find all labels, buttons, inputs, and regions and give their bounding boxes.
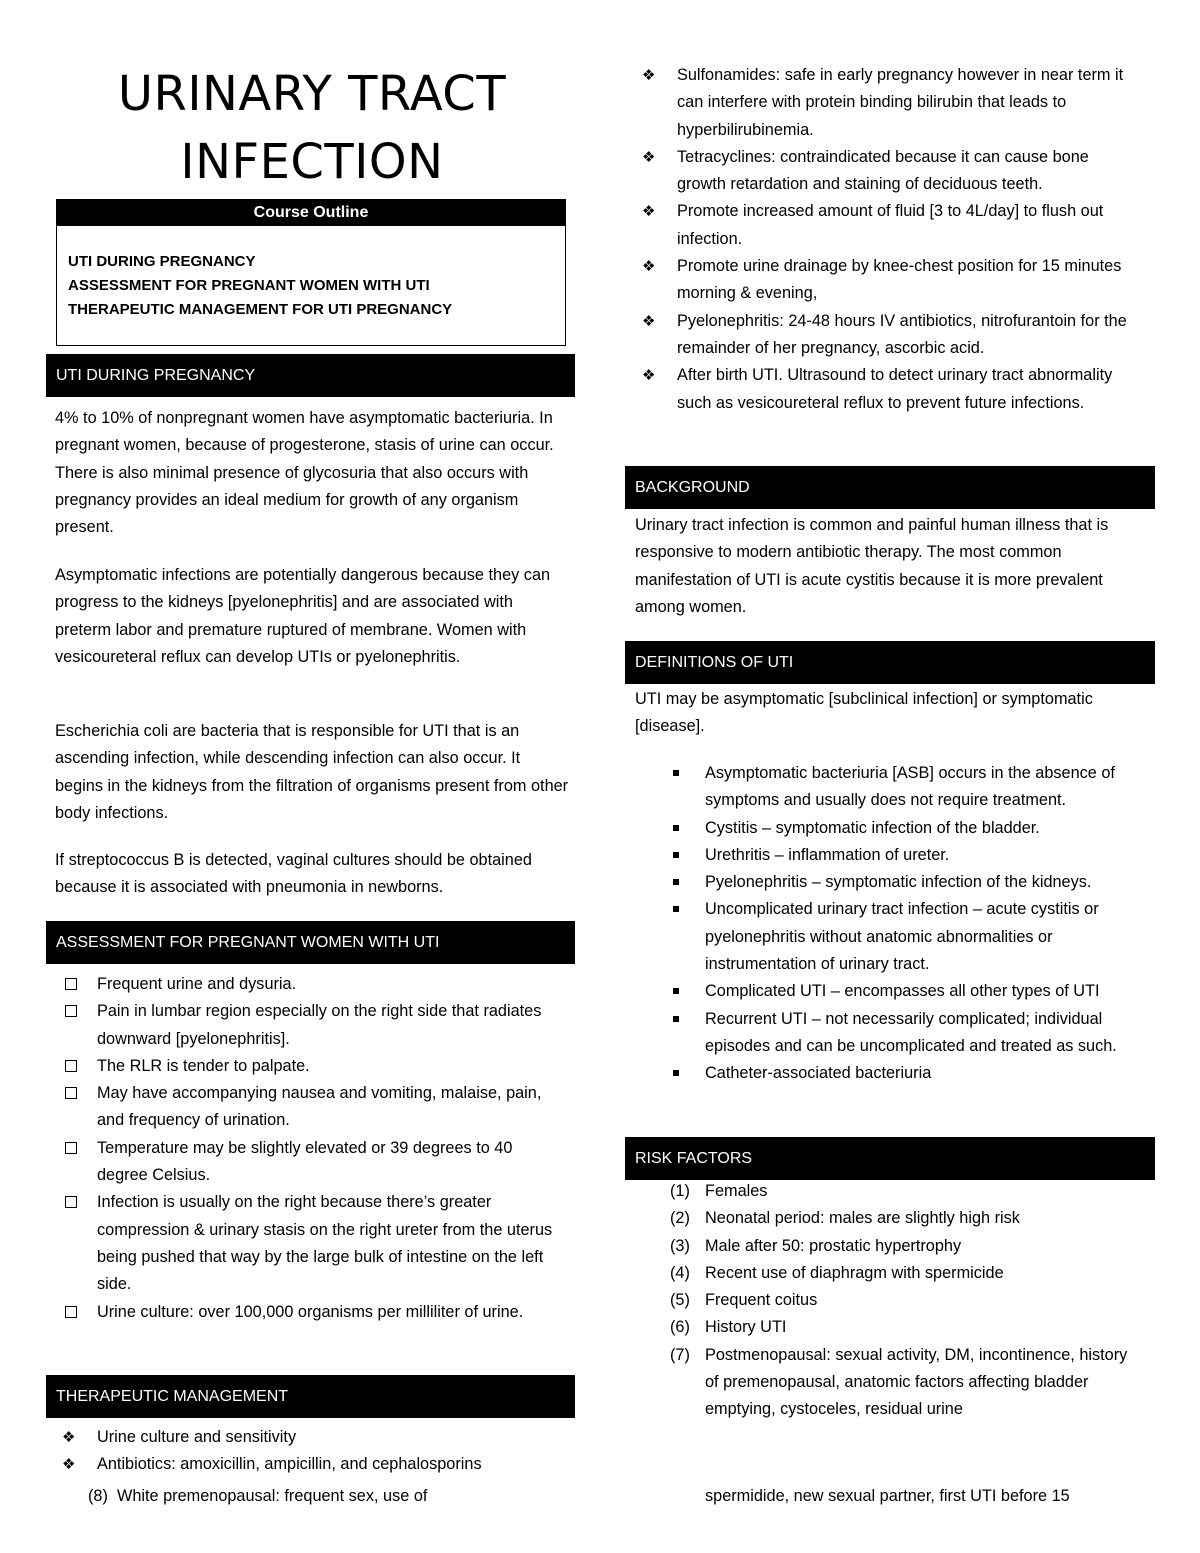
list-item (625, 815, 1150, 842)
list-item (625, 62, 1135, 144)
list-item-text: Asymptomatic bacteriuria [ASB] occurs in the absence of symptoms and usually does not require treatment. (705, 764, 1115, 810)
list-item-text: Promote urine drainage by knee-chest position for 15 minutes morning & evening, (677, 257, 1122, 303)
section-heading-assessment: ASSESSMENT FOR PREGNANT WOMEN WITH UTI (46, 921, 575, 964)
checkbox-bullet-icon (65, 978, 77, 990)
list-item-text: Pyelonephritis – symptomatic infection of the kidneys. (705, 873, 1092, 892)
list-item (625, 1060, 1150, 1087)
square-bullet-icon (673, 825, 679, 831)
list-item (625, 869, 1150, 896)
square-bullet-icon (673, 988, 679, 994)
diamond-bullet-icon: ❖ (642, 67, 656, 84)
paragraph: Escherichia coli are bacteria that is responsible for UTI that is an ascending infection, while descending infection can also occur. It begins in the kidneys from the filtration of organisms present from other body infections. (55, 722, 569, 822)
list-item-text: History UTI (705, 1318, 787, 1337)
diamond-bullet-icon: ❖ (642, 258, 656, 276)
list-item-text: Urethritis – inflammation of ureter. (705, 845, 950, 864)
list-item-text: The RLR is tender to palpate. (97, 1056, 310, 1075)
list-item-text: Catheter-associated bacteriuria (705, 1064, 932, 1083)
list-number: (4) (670, 1263, 690, 1282)
checkbox-bullet-icon (65, 1306, 77, 1318)
footer-left-number: (8) (88, 1487, 108, 1505)
list-item (45, 998, 560, 1053)
course-outline-heading: Course Outline (57, 200, 565, 226)
checkbox-bullet-icon (65, 1005, 77, 1017)
list-item (45, 1189, 560, 1298)
list-item (45, 1299, 560, 1326)
list-item-text: Temperature may be slightly elevated or 39 degrees to 40 degree Celsius. (97, 1138, 513, 1185)
list-item (45, 1424, 560, 1451)
list-item (45, 971, 560, 998)
diamond-bullet-icon: ❖ (642, 203, 656, 221)
list-number: (2) (670, 1209, 690, 1228)
therapeutic-list-left (45, 1424, 560, 1479)
list-item-text: Cystitis – symptomatic infection of the bladder. (705, 818, 1040, 837)
checkbox-bullet-icon (65, 1142, 77, 1154)
assessment-list (45, 971, 560, 1326)
diamond-bullet-icon: ❖ (62, 1429, 76, 1446)
checkbox-bullet-icon (65, 1060, 77, 1072)
list-item (625, 896, 1150, 978)
list-item (625, 1342, 1145, 1424)
list-item-text: Urine culture: over 100,000 organisms per milliliter of urine. (97, 1302, 524, 1321)
footer-right-text: spermidide, new sexual partner, first UTI before 15 (705, 1487, 1070, 1505)
square-bullet-icon (673, 852, 679, 858)
list-item (625, 1287, 1145, 1314)
list-item-text: Infection is usually on the right because there’s greater compression & urinary stasis on the right ureter from the uterus being pushed that way by the large bulk of intestine on the left side. (97, 1193, 553, 1294)
course-outline-box (56, 199, 566, 346)
square-bullet-icon (673, 770, 679, 776)
list-item-text: Promote increased amount of fluid [3 to 4L/day] to flush out infection. (677, 202, 1104, 248)
title-line-1: URINARY TRACT (117, 66, 507, 122)
course-outline-item: UTI DURING PREGNANCY (68, 253, 256, 270)
list-item-text: After birth UTI. Ultrasound to detect urinary tract abnormality such as vesicoureteral reflux to prevent future infections. (677, 366, 1113, 412)
section-heading-background: BACKGROUND (625, 466, 1155, 509)
title-line-2: INFECTION (180, 134, 444, 190)
list-number: (1) (670, 1182, 690, 1200)
list-item-text: Antibiotics: amoxicillin, ampicillin, and cephalosporins (97, 1455, 482, 1474)
list-item-text: Postmenopausal: sexual activity, DM, incontinence, history of premenopausal, anatomic factors affecting bladder emptying, cystoceles, residual urine (705, 1345, 1128, 1419)
list-item-text: Pain in lumbar region especially on the right side that radiates downward [pyelonephritis]. (97, 1002, 542, 1048)
paragraph: UTI may be asymptomatic [subclinical infection] or symptomatic [disease]. (635, 690, 1093, 736)
list-number: (6) (670, 1318, 690, 1337)
diamond-bullet-icon: ❖ (642, 148, 656, 166)
list-item-text: Frequent coitus (705, 1291, 818, 1310)
list-item (45, 1053, 560, 1080)
list-item-text: Tetracyclines: contraindicated because it can cause bone growth retardation and staining of deciduous teeth. (677, 147, 1089, 194)
footer-left-line (88, 1483, 427, 1510)
list-item-text: Uncomplicated urinary tract infection – acute cystitis or pyelonephritis without anatomic abnormalities or instrumentation of urinary tract. (705, 900, 1099, 974)
list-item-text: Recurrent UTI – not necessarily complicated; individual episodes and can be uncomplicated and treated as such. (705, 1009, 1117, 1055)
checkbox-bullet-icon (65, 1196, 77, 1208)
list-item-text: Urine culture and sensitivity (97, 1428, 297, 1446)
list-item (625, 362, 1135, 417)
list-item (625, 253, 1135, 308)
list-item (625, 308, 1135, 363)
section-heading-therapeutic: THERAPEUTIC MANAGEMENT (46, 1375, 575, 1418)
square-bullet-icon (673, 1016, 679, 1022)
list-number: (5) (670, 1291, 690, 1310)
section-heading-risk-factors: RISK FACTORS (625, 1137, 1155, 1180)
square-bullet-icon (673, 879, 679, 885)
list-item (45, 1080, 560, 1135)
list-item-text: Male after 50: prostatic hypertrophy (705, 1236, 962, 1255)
list-item (625, 1314, 1145, 1341)
list-item-text: May have accompanying nausea and vomiting, malaise, pain, and frequency of urination. (97, 1084, 542, 1130)
list-item (625, 1233, 1145, 1260)
therapeutic-list-right (625, 62, 1135, 417)
course-outline-items (57, 226, 565, 322)
risk-factors-list (625, 1178, 1145, 1424)
list-number: (7) (670, 1345, 690, 1364)
list-item-text: Frequent urine and dysuria. (97, 975, 297, 993)
checkbox-bullet-icon (65, 1087, 77, 1099)
list-item-text: Recent use of diaphragm with spermicide (705, 1263, 1004, 1282)
list-item (45, 1135, 560, 1190)
diamond-bullet-icon: ❖ (642, 312, 656, 330)
list-item-text: Neonatal period: males are slightly high risk (705, 1209, 1020, 1228)
list-item (625, 978, 1150, 1005)
paragraph: Urinary tract infection is common and painful human illness that is responsive to modern antibiotic therapy. The most common manifestation of UTI is acute cystitis because it is more prevalent among women. (635, 516, 1109, 616)
list-item (625, 1205, 1145, 1232)
list-number: (3) (670, 1236, 690, 1255)
list-item-text: Females (705, 1182, 768, 1200)
list-item (45, 1451, 560, 1478)
square-bullet-icon (673, 1070, 679, 1076)
course-outline-item: THERAPEUTIC MANAGEMENT FOR UTI PREGNANCY (68, 301, 453, 318)
diamond-bullet-icon: ❖ (642, 367, 656, 385)
section-heading-uti-pregnancy: UTI DURING PREGNANCY (46, 354, 575, 397)
list-item (625, 1178, 1145, 1205)
section-heading-definitions: DEFINITIONS OF UTI (625, 641, 1155, 684)
list-item (625, 198, 1135, 253)
list-item-text: Pyelonephritis: 24-48 hours IV antibiotics, nitrofurantoin for the remainder of her pregnancy, ascorbic acid. (677, 311, 1127, 357)
list-item (625, 144, 1135, 199)
list-item (625, 760, 1150, 815)
list-item (625, 1006, 1150, 1061)
list-item (625, 842, 1150, 869)
diamond-bullet-icon: ❖ (62, 1456, 76, 1474)
list-item-text: Sulfonamides: safe in early pregnancy however in near term it can interfere with protein binding bilirubin that leads to hyperbilirubinemia. (677, 66, 1124, 139)
paragraph: Asymptomatic infections are potentially dangerous because they can progress to the kidneys [pyelonephritis] and are associated with preterm labor and premature ruptured of membrane. Women with vesicoureteral reflux can develop UTIs or pyelonephritis. (55, 566, 551, 666)
list-item-text: Complicated UTI – encompasses all other types of UTI (705, 982, 1100, 1001)
page-title (57, 60, 567, 196)
paragraph: 4% to 10% of nonpregnant women have asymptomatic bacteriuria. In pregnant women, because of progesterone, stasis of urine can occur. There is also minimal presence of glycosuria that also occurs with pregnancy provides an ideal medium for growth of any organism present. (55, 409, 554, 537)
list-item (625, 1260, 1145, 1287)
square-bullet-icon (673, 906, 679, 912)
definitions-list (625, 760, 1150, 1088)
footer-left-text: White premenopausal: frequent sex, use of (116, 1487, 428, 1505)
course-outline-item: ASSESSMENT FOR PREGNANT WOMEN WITH UTI (68, 277, 430, 294)
paragraph: If streptococcus B is detected, vaginal cultures should be obtained because it is associated with pneumonia in newborns. (55, 851, 532, 897)
